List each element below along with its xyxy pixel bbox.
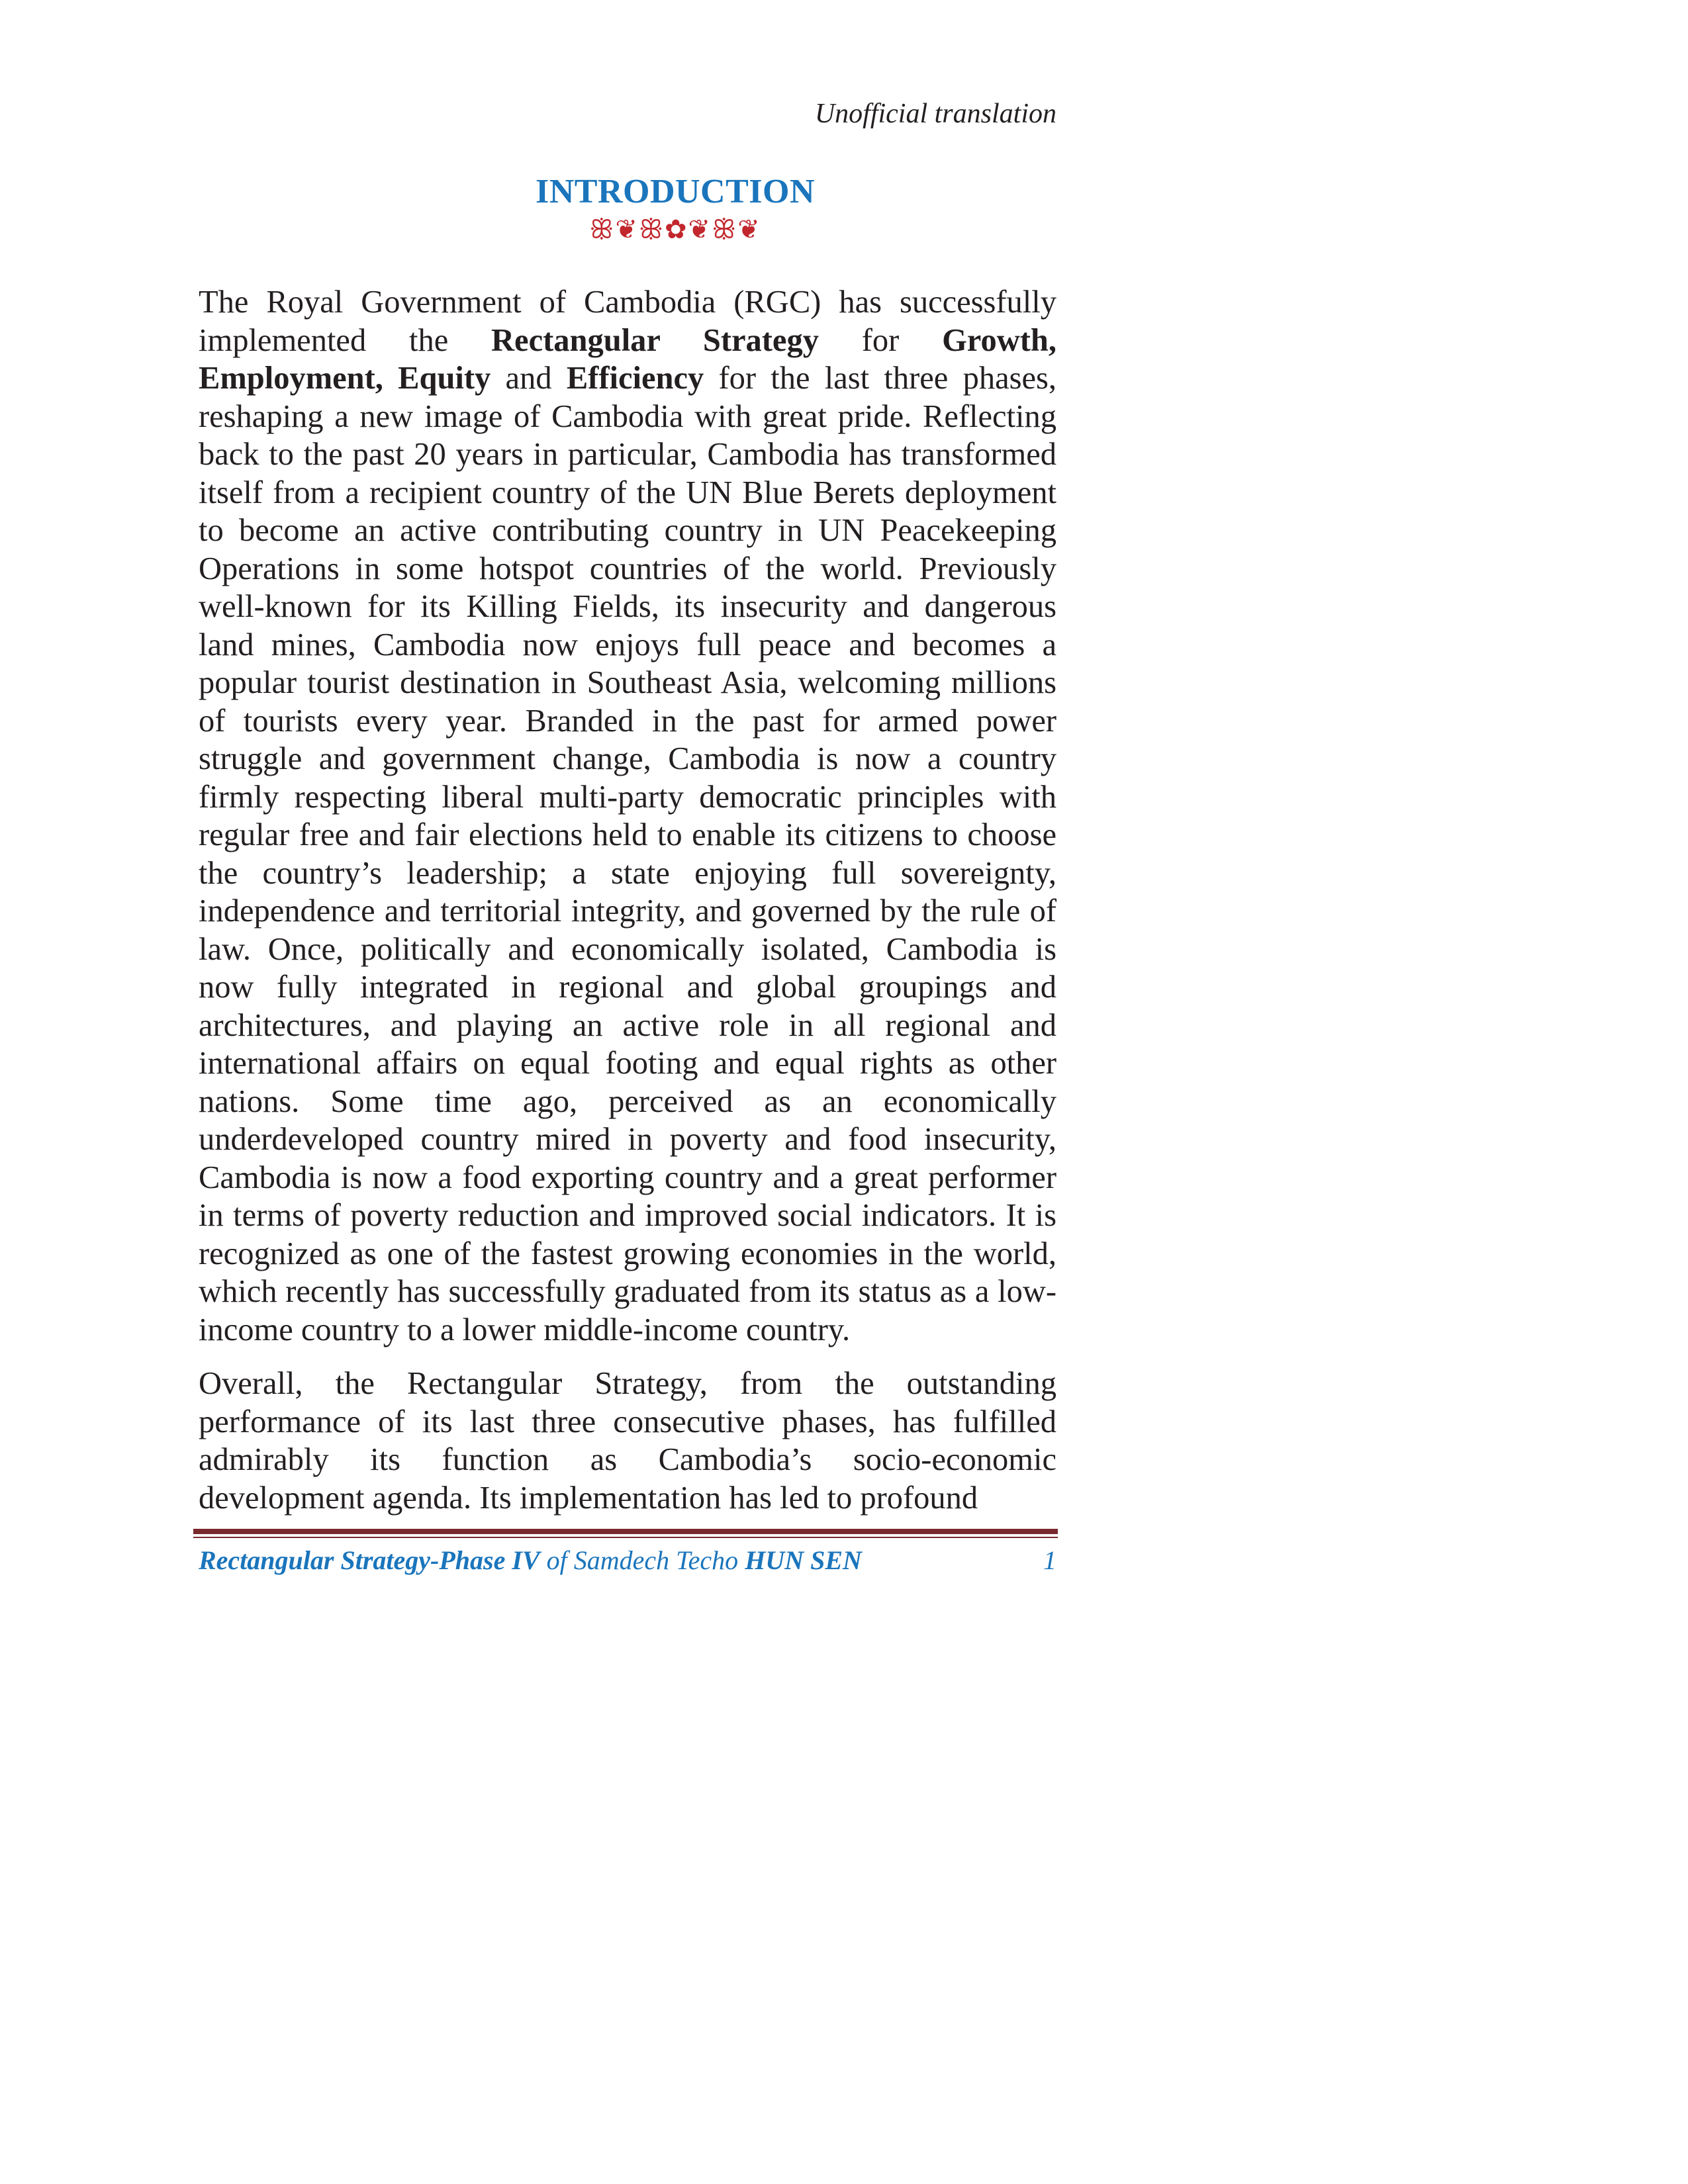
footer-author-prefix: of Samdech Techo bbox=[539, 1545, 745, 1575]
page-number: 1 bbox=[1043, 1545, 1056, 1575]
text-segment: The Royal Government of Cambodia (RGC) has successfully implemented the bbox=[199, 285, 1056, 358]
paragraph-2 bbox=[199, 1365, 1056, 1517]
text-segment: and bbox=[491, 361, 567, 396]
bold-segment: Efficiency bbox=[566, 361, 704, 396]
footer-rule-thin bbox=[193, 1537, 1058, 1538]
body-text bbox=[199, 283, 1056, 1533]
header-note: Unofficial translation bbox=[814, 99, 1056, 129]
text-segment: Overall, the Rectangular Strategy, from the outstanding performance of its last three consecutive phases, has fulfilled admirably its function as Cambodia’s socio-economic development agenda. Its implementation has led to profound bbox=[199, 1366, 1056, 1516]
footer-rule bbox=[193, 1529, 1058, 1534]
bold-segment: Rectangular Strategy bbox=[491, 322, 819, 358]
paragraph-1 bbox=[199, 283, 1056, 1349]
page-footer bbox=[199, 1543, 1056, 1578]
footer-author-name: HUN SEN bbox=[745, 1545, 862, 1575]
text-segment: for bbox=[818, 322, 943, 358]
ornament-divider: ꕥ❦ꕥ✿❦ꕥ❦ bbox=[589, 214, 761, 245]
text-segment: for the last three phases, reshaping a new image of Cambodia with great pride. Reflecting back to the past 20 years in particular, Cambodia has transformed itself from a recipient country of the UN Blue Berets deployment to become an active contributing country in UN Peacekeeping Operations in some hotspot countries of the world. Previously well-known for its Killing Fields, its insecurity and dangerous land mines, Cambodia now enjoys full peace and becomes a popular tourist destination in Southeast Asia, welcoming millions of tourists every year. Branded in the past for armed power struggle and government change, Cambodia is now a country firmly respecting liberal multi-party democratic principles with regular free and fair elections held to enable its citizens to choose the country’s leadership; a state enjoying full sovereignty, independence and territorial integrity, and governed by the rule of law. Once, politically and economically isolated, Cambodia is now fully integrated in regional and global groupings and architectures, and playing an active role in all regional and international affairs on equal footing and equal rights as other nations. Some time ago, perceived as an economically underdeveloped country mired in poverty and food insecurity, Cambodia is now a food exporting country and a great performer in terms of poverty reduction and improved social indicators. It is recognized as one of the fastest growing economies in the world, which recently has successfully graduated from its status as a low-income country to a lower middle-income country. bbox=[199, 361, 1056, 1347]
bold-segment: Growth, Employment, Equity bbox=[199, 322, 1056, 396]
section-title: INTRODUCTION bbox=[535, 173, 816, 210]
footer-document-title: Rectangular Strategy-Phase IV bbox=[199, 1545, 540, 1575]
